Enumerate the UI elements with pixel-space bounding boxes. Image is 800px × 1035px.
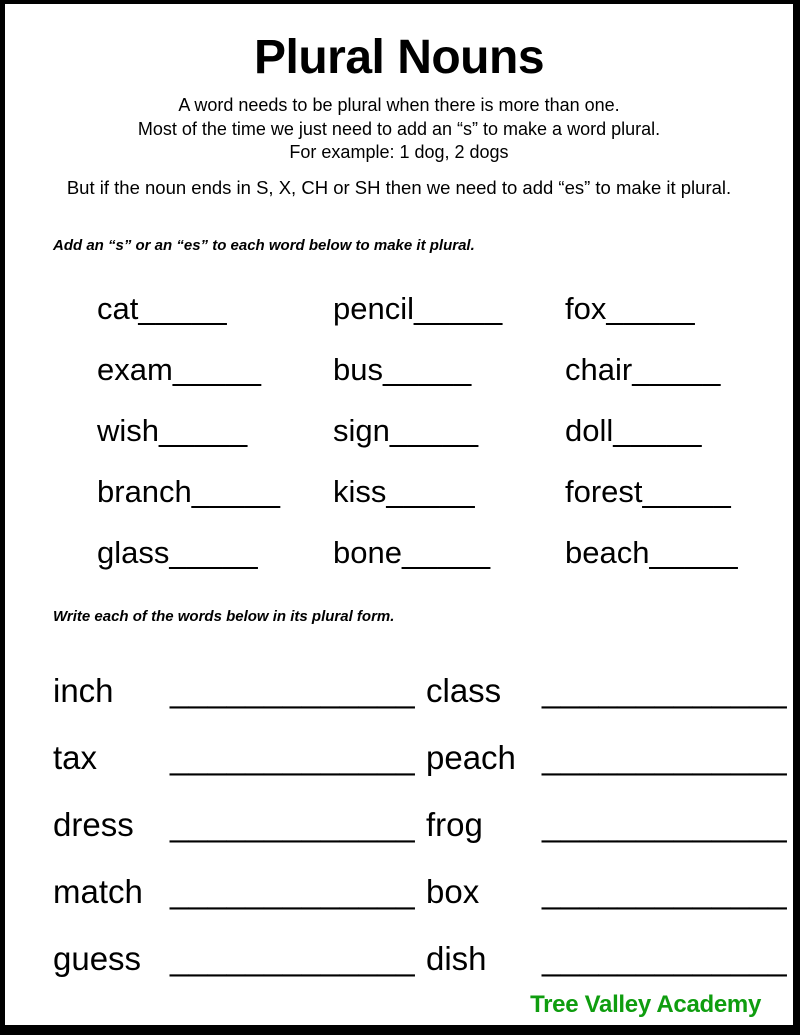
answer-blank: _____ [606, 290, 696, 326]
word-item [333, 461, 565, 522]
section2-instruction: Write each of the words below in its plural form. [53, 607, 395, 625]
word-item [97, 278, 333, 339]
word-label: beach [565, 534, 650, 570]
word-label: dress [53, 805, 134, 843]
answer-blank: _____ [632, 351, 721, 387]
answer-blank: _____________ [542, 738, 788, 776]
add-s-word-grid [97, 278, 793, 583]
word-item [565, 339, 793, 400]
intro-line-1: A word needs to be plural when there is more than one. [178, 95, 620, 115]
write-plural-grid [53, 657, 793, 992]
answer-blank: _____________ [542, 805, 788, 843]
intro-paragraph [5, 94, 793, 165]
answer-blank: _____ [386, 473, 476, 509]
page-title: Plural Nouns [253, 31, 545, 84]
word-label: forest [565, 473, 643, 509]
word-item [97, 339, 333, 400]
word-label: guess [53, 939, 142, 977]
word-label: dish [426, 939, 487, 977]
word-label: frog [426, 805, 483, 843]
intro-line-2: Most of the time we just need to add an “s” to make a word plural. [137, 118, 661, 139]
answer-blank: _____ [389, 412, 479, 448]
answer-blank: _____ [191, 473, 281, 509]
answer-blank: _____________ [170, 738, 416, 776]
word-label: branch [97, 473, 192, 509]
answer-blank: _____________ [170, 805, 416, 843]
word-item [333, 339, 565, 400]
answer-blank: _____________ [542, 939, 788, 977]
word-label: fox [565, 290, 607, 326]
answer-blank: _____ [642, 473, 732, 509]
answer-blank: _____ [159, 412, 248, 448]
word-label: glass [97, 534, 170, 570]
word-label: match [53, 872, 143, 910]
word-label: box [426, 872, 480, 910]
brand-logo-text: Tree Valley Academy [530, 991, 761, 1018]
word-item [565, 522, 793, 583]
word-item [565, 461, 793, 522]
answer-blank: _____ [138, 290, 228, 326]
word-label: exam [97, 351, 173, 387]
word-item [333, 400, 565, 461]
word-label: pencil [333, 290, 414, 326]
intro-line-3: For example: 1 dog, 2 dogs [289, 142, 509, 162]
word-label: inch [53, 671, 114, 709]
word-label: bus [333, 351, 383, 387]
answer-blank: _____________ [170, 872, 416, 910]
word-label: bone [333, 534, 402, 570]
word-label: wish [97, 412, 160, 448]
word-item [565, 278, 793, 339]
word-label: tax [53, 738, 98, 776]
answer-blank: _____ [382, 351, 472, 387]
answer-blank: _____ [169, 534, 259, 570]
word-item [97, 461, 333, 522]
section1-instruction: Add an “s” or an “es” to each word below to make it plural. [53, 236, 475, 254]
word-item [333, 522, 565, 583]
answer-blank: _____________ [170, 671, 416, 709]
word-label: sign [333, 412, 390, 448]
word-item [97, 400, 333, 461]
answer-blank: _____________ [542, 671, 788, 709]
answer-blank: _____ [172, 351, 262, 387]
answer-blank: _____ [613, 412, 702, 448]
es-rule-line: But if the noun ends in S, X, CH or SH then we need to add “es” to make it plural. [66, 176, 732, 198]
word-label: doll [565, 412, 614, 448]
word-item [333, 278, 565, 339]
word-label: peach [426, 738, 516, 776]
word-label: chair [565, 351, 633, 387]
word-label: class [426, 671, 502, 709]
word-item [565, 400, 793, 461]
word-label: kiss [333, 473, 387, 509]
word-label: cat [97, 290, 139, 326]
answer-blank: _____ [649, 534, 739, 570]
answer-blank: _____________ [542, 872, 788, 910]
word-item [97, 522, 333, 583]
answer-blank: _____________ [170, 939, 416, 977]
answer-blank: _____ [401, 534, 491, 570]
answer-blank: _____ [414, 290, 503, 326]
